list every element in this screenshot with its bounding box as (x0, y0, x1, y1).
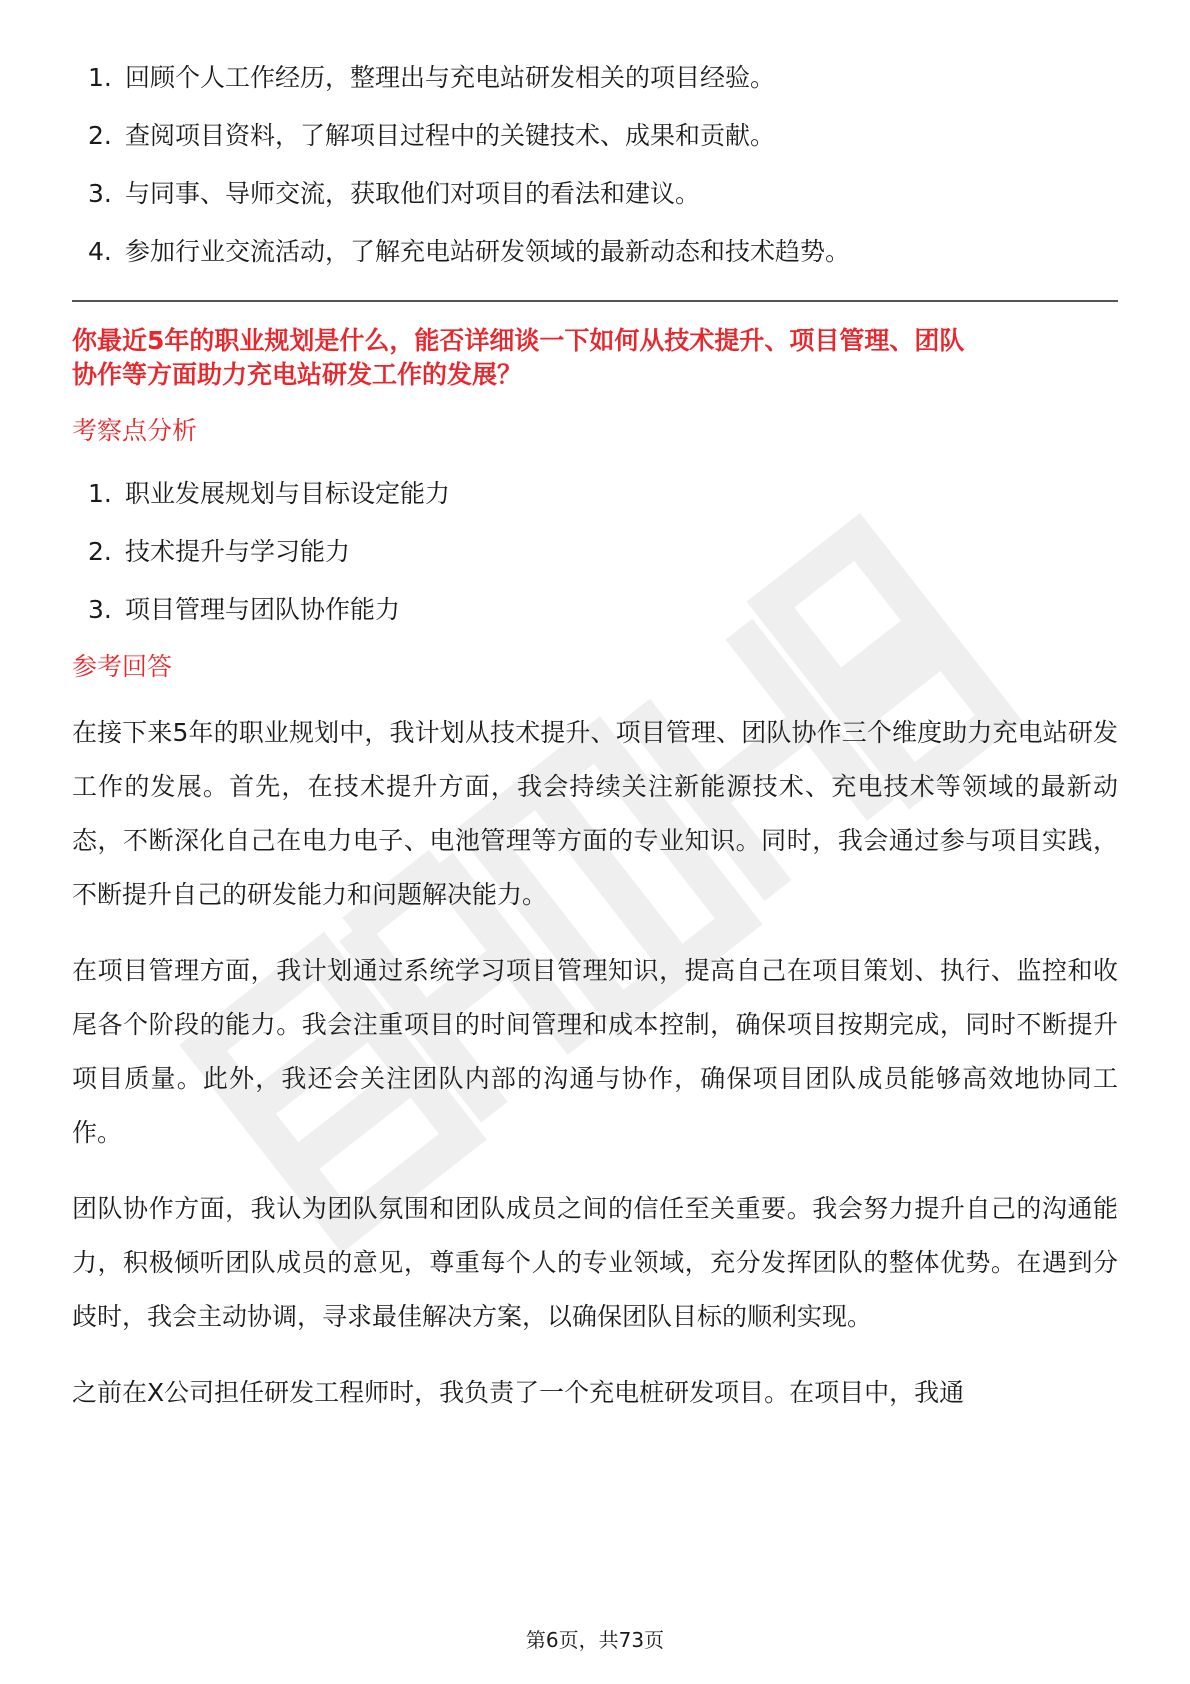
question-line-2: 协作等方面助力充电站研发工作的发展？ (72, 360, 523, 389)
list-item (72, 534, 1118, 570)
list-item-number: 2. (88, 121, 112, 150)
intro-steps-list (72, 60, 1118, 270)
document-body (72, 60, 1118, 1442)
list-item (72, 60, 1118, 96)
interview-question (72, 324, 1118, 392)
analysis-list (72, 476, 1118, 628)
list-item-text: 参加行业交流活动，了解充电站研发领域的最新动态和技术趋势。 (125, 237, 851, 266)
answer-heading: 参考回答 (72, 652, 173, 681)
list-item-number: 1. (88, 63, 112, 92)
list-item (72, 592, 1118, 628)
section-divider (72, 300, 1118, 302)
list-item (72, 476, 1118, 512)
list-item (72, 176, 1118, 212)
list-item-number: 3. (88, 179, 112, 208)
list-item-text: 项目管理与团队协作能力 (125, 595, 401, 624)
list-item-number: 3. (88, 595, 112, 624)
page-number: 第6页，共73页 (525, 1628, 665, 1652)
list-item (72, 118, 1118, 154)
list-item-text: 与同事、导师交流，获取他们对项目的看法和建议。 (125, 179, 701, 208)
list-item-text: 回顾个人工作经历，整理出与充电站研发相关的项目经验。 (125, 63, 776, 92)
list-item-number: 2. (88, 537, 112, 566)
list-item-number: 4. (88, 237, 112, 266)
answer-paragraph: 在接下来5年的职业规划中，我计划从技术提升、项目管理、团队协作三个维度助力充电站研发工作的发展。首先，在技术提升方面，我会持续关注新能源技术、充电技术等领域的最新动态，不断深化自己在电力电子、电池管理等方面的专业知识。同时，我会通过参与项目实践，不断提升自己的研发能力和问题解决能力。 (72, 718, 1118, 909)
list-item-text: 技术提升与学习能力 (125, 537, 351, 566)
list-item-text: 查阅项目资料，了解项目过程中的关键技术、成果和贡献。 (125, 121, 776, 150)
answer-paragraph: 之前在X公司担任研发工程师时，我负责了一个充电桩研发项目。在项目中，我通 (72, 1378, 965, 1407)
list-item-text: 职业发展规划与目标设定能力 (125, 479, 451, 508)
list-item (72, 234, 1118, 270)
question-line-1: 你最近5年的职业规划是什么，能否详细谈一下如何从技术提升、项目管理、团队 (72, 326, 965, 355)
list-item-number: 1. (88, 479, 112, 508)
answer-paragraph: 团队协作方面，我认为团队氛围和团队成员之间的信任至关重要。我会努力提升自己的沟通能力，积极倾听团队成员的意见，尊重每个人的专业领域，充分发挥团队的整体优势。在遇到分歧时，我会主动协调，寻求最佳解决方案，以确保团队目标的顺利实现。 (72, 1194, 1118, 1331)
answer-paragraph: 在项目管理方面，我计划通过系统学习项目管理知识，提高自己在项目策划、执行、监控和收尾各个阶段的能力。我会注重项目的时间管理和成本控制，确保项目按期完成，同时不断提升项目质量。此外，我还会关注团队内部的沟通与协作，确保项目团队成员能够高效地协同工作。 (72, 956, 1118, 1147)
analysis-heading: 考察点分析 (72, 416, 198, 445)
